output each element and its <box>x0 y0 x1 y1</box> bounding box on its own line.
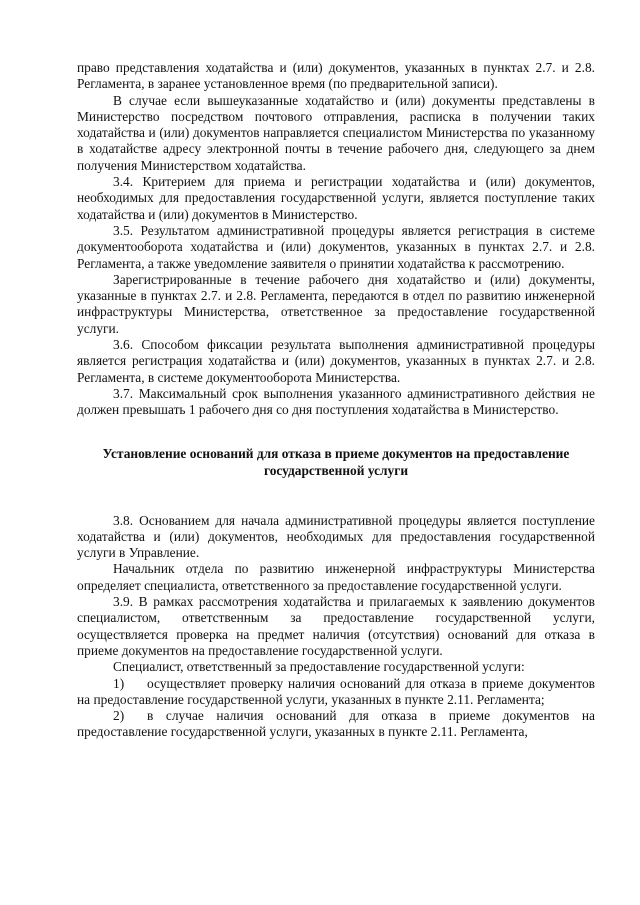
paragraph: Начальник отдела по развитию инженерной инфраструктуры Министерства определяет специалиста, ответственного за предоставление государственной услуги. <box>77 561 595 593</box>
list-item-text: осуществляет проверку наличия оснований для отказа в приеме документов на предоставление государственной услуги, указанных в пункте 2.11. Регламента; <box>77 675 595 707</box>
paragraph: Зарегистрированные в течение рабочего дня ходатайство и (или) документы, указанные в пунктах 2.7. и 2.8. Регламента, передаются в отдел по развитию инженерной инфраструктуры Министерства, ответственное за предоставление государственной услуги. <box>77 271 595 336</box>
paragraph: право представления ходатайства и (или) документов, указанных в пунктах 2.7. и 2.8. Регламента, в заранее установленное время (по предварительной записи). <box>77 60 595 92</box>
list-item-text: в случае наличия оснований для отказа в приеме документов на предоставление государственной услуги, указанных в пункте 2.11. Регламента, <box>77 708 595 740</box>
paragraph: 3.4. Критерием для приема и регистрации ходатайства и (или) документов, необходимых для предоставления государственной услуги, является поступление таких ходатайства и (или) документов в Министерство. <box>77 174 595 222</box>
paragraph: 3.9. В рамках рассмотрения ходатайства и прилагаемых к заявлению документов специалистом, ответственным за предоставление государственной услуги, осуществляется проверка на предмет наличия (отсутствия) оснований для отказа в приеме документов на предоставление государственной услуги. <box>77 594 595 658</box>
paragraph: В случае если вышеуказанные ходатайство и (или) документы представлены в Министерство посредством почтового отправления, расписка в получении таких ходатайства и (или) документов направляется специалистом Министерства по указанному в ходатайстве адресу электронной почты в течение рабочего дня, следующего за днем получения Министерством ходатайства. <box>77 92 595 173</box>
list-number: 1) <box>113 675 125 691</box>
paragraph: 3.6. Способом фиксации результата выполнения административной процедуры является регистрация ходатайства и (или) документов, указанных в пунктах 2.7. и 2.8. Регламента, в системе документооборота Министерства. <box>77 337 595 385</box>
paragraph: 3.7. Максимальный срок выполнения указанного административного действия не должен превышать 1 рабочего дня со дня поступления ходатайства в Министерство. <box>77 385 595 418</box>
list-number: 2) <box>113 708 125 724</box>
document-page <box>77 60 595 741</box>
section-heading: Установление оснований для отказа в приеме документов на предоставление государственной услуги <box>102 445 570 478</box>
paragraph: Специалист, ответственный за предоставление государственной услуги: <box>113 659 525 675</box>
list-item <box>77 676 595 709</box>
paragraph: 3.8. Основанием для начала административной процедуры является поступление ходатайства и (или) документов, необходимых для предоставления государственной услуги в Управление. <box>77 512 595 561</box>
list-item <box>77 708 595 741</box>
paragraph: 3.5. Результатом административной процедуры является регистрация в системе документооборота ходатайства и (или) документов, указанных в пунктах 2.7. и 2.8. Регламента, а также уведомление заявителя о принятии ходатайства к рассмотрению. <box>77 222 595 271</box>
